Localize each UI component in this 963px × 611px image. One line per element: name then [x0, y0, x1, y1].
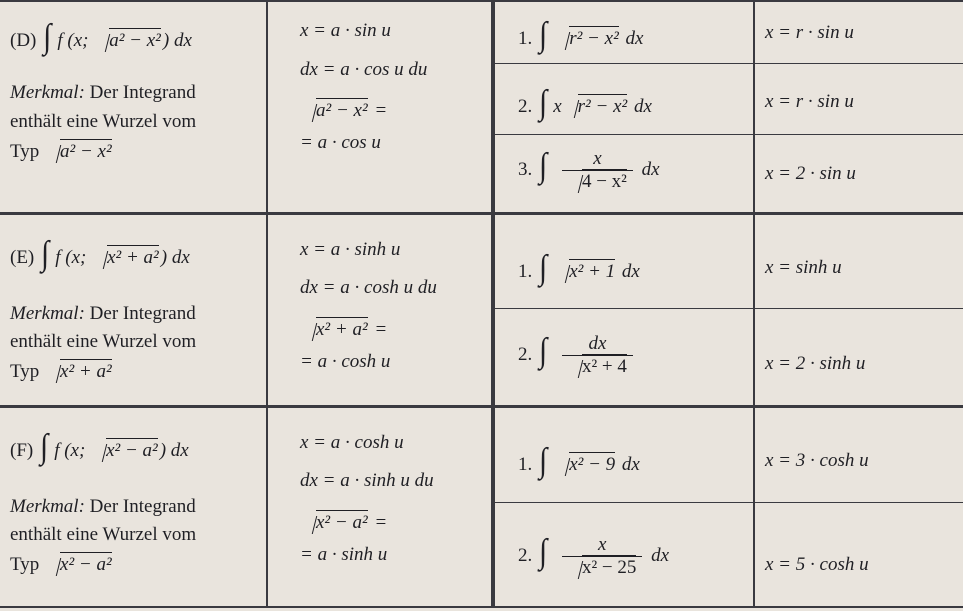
feature-line2-e: enthält eine Wurzel vom: [10, 331, 197, 352]
subst-line4-f: = a · sinh u: [300, 544, 388, 565]
hint-d2: x = r · sin u: [765, 91, 854, 112]
feature-line2-d: enthält eine Wurzel vom: [10, 111, 197, 132]
integral-sign-icon: ∫: [539, 331, 548, 370]
subst-line4-d: = a · cos u: [300, 132, 381, 153]
example-f1: 1. ∫ x² − 9 dx: [518, 441, 640, 480]
subst-line2-d: dx = a · cos u du: [300, 59, 428, 80]
subst-root-e: x² + a² =: [300, 319, 387, 341]
feature-type-d: Typ a² − x²: [10, 141, 112, 162]
row-label-f: (F) ∫ f (x; x² − a² ) dx: [10, 427, 189, 466]
example-e1: 1. ∫ x² + 1 dx: [518, 248, 640, 287]
table-row-e: [0, 215, 963, 405]
feature-text-d: Merkmal: Der Integrand: [10, 82, 196, 103]
example-d1: 1. ∫ r² − x² dx: [518, 15, 644, 54]
integral-sign-icon: ∫: [41, 234, 50, 273]
hint-e1: x = sinh u: [765, 257, 842, 278]
subst-line4-e: = a · cosh u: [300, 351, 391, 372]
feature-text-f: Merkmal: Der Integrand: [10, 496, 196, 517]
hint-d3: x = 2 · sin u: [765, 163, 856, 184]
example-e2: 2. ∫ $\frac{dx}{\text{x² + 4}}$: [518, 333, 637, 378]
integral-sign-icon: ∫: [43, 17, 52, 56]
integral-sign-icon: ∫: [539, 83, 548, 122]
hint-f2: x = 5 · cosh u: [765, 554, 869, 575]
feature-line2-f: enthält eine Wurzel vom: [10, 524, 197, 545]
hint-d1: x = r · sin u: [765, 22, 854, 43]
example-f2: 2. ∫ $\frac{x}{\text{x² − 25}}$ dx: [518, 532, 670, 578]
table-row-f: [0, 408, 963, 606]
subst-line1-f: x = a · cosh u: [300, 432, 404, 453]
integral-sign-icon: ∫: [539, 146, 548, 185]
feature-type-f: Typ x² − a²: [10, 554, 112, 575]
integral-sign-icon: ∫: [539, 248, 548, 287]
row-label-d: (D) ∫ f (x; a² − x² ) dx: [10, 17, 192, 56]
subst-line2-f: dx = a · sinh u du: [300, 470, 434, 491]
subst-root-f: x² − a² =: [300, 512, 387, 534]
subst-root-d: a² − x² =: [300, 100, 387, 122]
feature-type-e: Typ x² + a²: [10, 361, 112, 382]
table-row-d: [0, 0, 963, 212]
subst-line2-e: dx = a · cosh u du: [300, 277, 437, 298]
subst-line1-e: x = a · sinh u: [300, 239, 401, 260]
row-label-e: (E) ∫ f (x; x² + a² ) dx: [10, 234, 190, 273]
integral-sign-icon: ∫: [539, 532, 548, 571]
subst-line1-d: x = a · sin u: [300, 20, 391, 41]
integral-sign-icon: ∫: [539, 15, 548, 54]
integral-sign-icon: ∫: [39, 427, 49, 466]
integral-sign-icon: ∫: [539, 441, 548, 480]
example-d2: 2. ∫ x r² − x² dx: [518, 83, 652, 122]
hint-e2: x = 2 · sinh u: [765, 353, 866, 374]
feature-text-e: Merkmal: Der Integrand: [10, 303, 196, 324]
hint-f1: x = 3 · cosh u: [765, 450, 869, 471]
example-d3: 3. ∫ $\frac{x}{\text{4 − x²}}$ dx: [518, 146, 660, 192]
table-border-bottom: [0, 606, 963, 608]
